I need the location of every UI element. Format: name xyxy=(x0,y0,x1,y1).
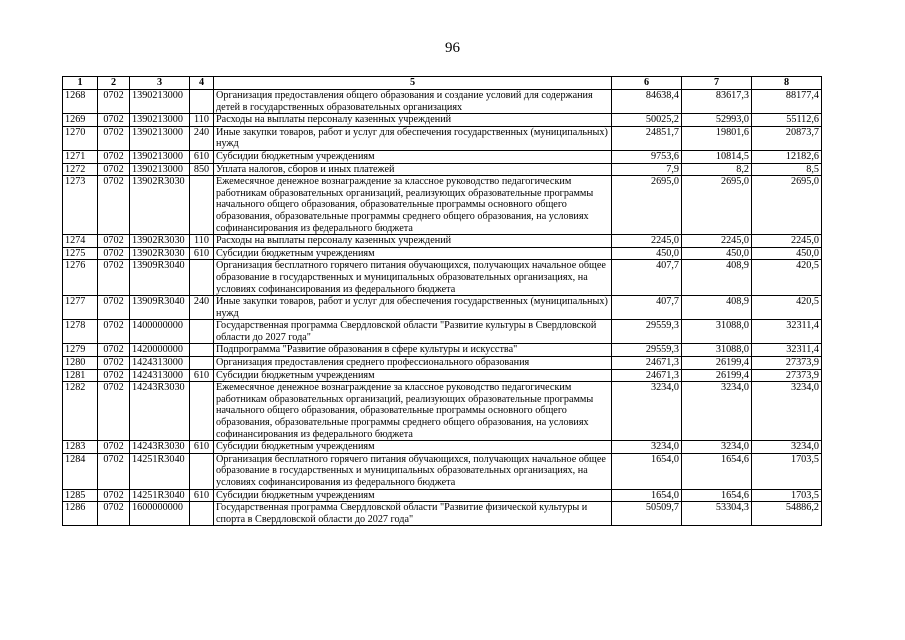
item-name-cell: Ежемесячное денежное вознаграждение за классное руководство педагогическим работникам образовательных организаций, реализующих образовательные программы начального общего образования, образовательные программы основного общего образования, образовательные программы среднего общего образования, на условиях софинансирования из федерального бюджета xyxy=(214,176,612,235)
expense-type-cell: 240 xyxy=(190,296,214,320)
row-number-cell: 1286 xyxy=(63,502,98,526)
expense-type-cell xyxy=(190,453,214,489)
expense-type-cell: 610 xyxy=(190,247,214,260)
amount-col8-cell: 32311,4 xyxy=(752,344,822,357)
amount-col8-cell: 8,5 xyxy=(752,163,822,176)
amount-col7-cell: 83617,3 xyxy=(682,90,752,114)
article-code-cell: 14251R3040 xyxy=(130,453,190,489)
header-cell: 1 xyxy=(63,77,98,90)
section-code-cell: 0702 xyxy=(98,344,130,357)
amount-col7-cell: 52993,0 xyxy=(682,114,752,127)
amount-col6-cell: 450,0 xyxy=(612,247,682,260)
amount-col7-cell: 26199,4 xyxy=(682,369,752,382)
row-number-cell: 1283 xyxy=(63,441,98,454)
amount-col6-cell: 1654,0 xyxy=(612,453,682,489)
table-row xyxy=(63,382,822,441)
table-row xyxy=(63,176,822,235)
expense-type-cell xyxy=(190,502,214,526)
item-name-cell: Иные закупки товаров, работ и услуг для обеспечения государственных (муниципальных) нужд xyxy=(214,126,612,150)
amount-col6-cell: 50025,2 xyxy=(612,114,682,127)
article-code-cell: 1390213000 xyxy=(130,90,190,114)
amount-col7-cell: 31088,0 xyxy=(682,320,752,344)
amount-col7-cell: 3234,0 xyxy=(682,382,752,441)
amount-col7-cell: 2245,0 xyxy=(682,235,752,248)
header-cell: 2 xyxy=(98,77,130,90)
table-row xyxy=(63,235,822,248)
section-code-cell: 0702 xyxy=(98,489,130,502)
item-name-cell: Субсидии бюджетным учреждениям xyxy=(214,150,612,163)
expense-type-cell xyxy=(190,260,214,296)
header-row xyxy=(63,77,822,90)
header-cell: 5 xyxy=(214,77,612,90)
amount-col7-cell: 408,9 xyxy=(682,296,752,320)
header-cell: 4 xyxy=(190,77,214,90)
amount-col6-cell: 407,7 xyxy=(612,296,682,320)
amount-col7-cell: 450,0 xyxy=(682,247,752,260)
row-number-cell: 1272 xyxy=(63,163,98,176)
item-name-cell: Государственная программа Свердловской области "Развитие физической культуры и спорта в Свердловской области до 2027 года" xyxy=(214,502,612,526)
item-name-cell: Иные закупки товаров, работ и услуг для обеспечения государственных (муниципальных) нужд xyxy=(214,296,612,320)
amount-col6-cell: 1654,0 xyxy=(612,489,682,502)
item-name-cell: Субсидии бюджетным учреждениям xyxy=(214,369,612,382)
amount-col8-cell: 55112,6 xyxy=(752,114,822,127)
section-code-cell: 0702 xyxy=(98,453,130,489)
amount-col6-cell: 407,7 xyxy=(612,260,682,296)
row-number-cell: 1284 xyxy=(63,453,98,489)
article-code-cell: 14243R3030 xyxy=(130,382,190,441)
item-name-cell: Расходы на выплаты персоналу казенных учреждений xyxy=(214,235,612,248)
section-code-cell: 0702 xyxy=(98,320,130,344)
item-name-cell: Субсидии бюджетным учреждениям xyxy=(214,441,612,454)
amount-col7-cell: 53304,3 xyxy=(682,502,752,526)
table-row xyxy=(63,163,822,176)
expense-type-cell: 610 xyxy=(190,369,214,382)
section-code-cell: 0702 xyxy=(98,441,130,454)
budget-table xyxy=(62,76,822,526)
item-name-cell: Организация бесплатного горячего питания обучающихся, получающих начальное общее образование в государственных и муниципальных образовательных организациях, на условиях софинансирования из федерального бюджета xyxy=(214,453,612,489)
article-code-cell: 13902R3030 xyxy=(130,247,190,260)
item-name-cell: Организация предоставления общего образования и создание условий для содержания детей в государственных образовательных организациях xyxy=(214,90,612,114)
item-name-cell: Расходы на выплаты персоналу казенных учреждений xyxy=(214,114,612,127)
section-code-cell: 0702 xyxy=(98,260,130,296)
row-number-cell: 1273 xyxy=(63,176,98,235)
section-code-cell: 0702 xyxy=(98,502,130,526)
item-name-cell: Организация предоставления среднего профессионального образования xyxy=(214,357,612,370)
amount-col8-cell: 1703,5 xyxy=(752,453,822,489)
row-number-cell: 1280 xyxy=(63,357,98,370)
expense-type-cell: 240 xyxy=(190,126,214,150)
expense-type-cell: 610 xyxy=(190,489,214,502)
amount-col7-cell: 1654,6 xyxy=(682,453,752,489)
item-name-cell: Ежемесячное денежное вознаграждение за классное руководство педагогическим работникам образовательных организаций, реализующих образовательные программы начального общего образования, образовательные программы основного общего образования, образовательные программы среднего общего образования, на условиях софинансирования из федерального бюджета xyxy=(214,382,612,441)
row-number-cell: 1278 xyxy=(63,320,98,344)
row-number-cell: 1269 xyxy=(63,114,98,127)
section-code-cell: 0702 xyxy=(98,150,130,163)
section-code-cell: 0702 xyxy=(98,369,130,382)
table-row xyxy=(63,453,822,489)
row-number-cell: 1275 xyxy=(63,247,98,260)
article-code-cell: 13902R3030 xyxy=(130,235,190,248)
page-number: 96 xyxy=(445,40,460,56)
article-code-cell: 1390213000 xyxy=(130,163,190,176)
expense-type-cell: 110 xyxy=(190,235,214,248)
header-cell: 7 xyxy=(682,77,752,90)
amount-col8-cell: 88177,4 xyxy=(752,90,822,114)
section-code-cell: 0702 xyxy=(98,296,130,320)
amount-col6-cell: 24671,3 xyxy=(612,369,682,382)
table-row xyxy=(63,320,822,344)
amount-col6-cell: 2245,0 xyxy=(612,235,682,248)
table-row xyxy=(63,296,822,320)
article-code-cell: 13909R3040 xyxy=(130,260,190,296)
section-code-cell: 0702 xyxy=(98,357,130,370)
section-code-cell: 0702 xyxy=(98,90,130,114)
article-code-cell: 13909R3040 xyxy=(130,296,190,320)
expense-type-cell: 850 xyxy=(190,163,214,176)
expense-type-cell xyxy=(190,344,214,357)
amount-col8-cell: 54886,2 xyxy=(752,502,822,526)
amount-col7-cell: 3234,0 xyxy=(682,441,752,454)
table-row xyxy=(63,489,822,502)
table-row xyxy=(63,441,822,454)
amount-col8-cell: 2695,0 xyxy=(752,176,822,235)
amount-col6-cell: 29559,3 xyxy=(612,344,682,357)
amount-col8-cell: 3234,0 xyxy=(752,382,822,441)
header-cell: 8 xyxy=(752,77,822,90)
amount-col6-cell: 50509,7 xyxy=(612,502,682,526)
expense-type-cell xyxy=(190,320,214,344)
amount-col7-cell: 26199,4 xyxy=(682,357,752,370)
row-number-cell: 1281 xyxy=(63,369,98,382)
amount-col6-cell: 29559,3 xyxy=(612,320,682,344)
table-row xyxy=(63,357,822,370)
article-code-cell: 1600000000 xyxy=(130,502,190,526)
amount-col6-cell: 9753,6 xyxy=(612,150,682,163)
table-row xyxy=(63,114,822,127)
amount-col6-cell: 24851,7 xyxy=(612,126,682,150)
table-row xyxy=(63,260,822,296)
row-number-cell: 1270 xyxy=(63,126,98,150)
row-number-cell: 1271 xyxy=(63,150,98,163)
section-code-cell: 0702 xyxy=(98,126,130,150)
amount-col8-cell: 12182,6 xyxy=(752,150,822,163)
expense-type-cell xyxy=(190,382,214,441)
table-row xyxy=(63,502,822,526)
article-code-cell: 1390213000 xyxy=(130,126,190,150)
item-name-cell: Государственная программа Свердловской области "Развитие культуры в Свердловской области до 2027 года" xyxy=(214,320,612,344)
article-code-cell: 1390213000 xyxy=(130,150,190,163)
amount-col6-cell: 2695,0 xyxy=(612,176,682,235)
header-cell: 6 xyxy=(612,77,682,90)
table-row xyxy=(63,344,822,357)
expense-type-cell xyxy=(190,90,214,114)
row-number-cell: 1274 xyxy=(63,235,98,248)
expense-type-cell: 610 xyxy=(190,150,214,163)
amount-col8-cell: 2245,0 xyxy=(752,235,822,248)
item-name-cell: Организация бесплатного горячего питания обучающихся, получающих начальное общее образование в государственных и муниципальных образовательных организациях, на условиях софинансирования из федерального бюджета xyxy=(214,260,612,296)
section-code-cell: 0702 xyxy=(98,247,130,260)
table-body xyxy=(63,90,822,526)
amount-col6-cell: 3234,0 xyxy=(612,382,682,441)
article-code-cell: 14243R3030 xyxy=(130,441,190,454)
row-number-cell: 1285 xyxy=(63,489,98,502)
article-code-cell: 1390213000 xyxy=(130,114,190,127)
header-cell: 3 xyxy=(130,77,190,90)
amount-col8-cell: 450,0 xyxy=(752,247,822,260)
amount-col8-cell: 27373,9 xyxy=(752,369,822,382)
expense-type-cell: 610 xyxy=(190,441,214,454)
section-code-cell: 0702 xyxy=(98,235,130,248)
amount-col8-cell: 27373,9 xyxy=(752,357,822,370)
amount-col6-cell: 24671,3 xyxy=(612,357,682,370)
article-code-cell: 1424313000 xyxy=(130,369,190,382)
table-row xyxy=(63,150,822,163)
row-number-cell: 1277 xyxy=(63,296,98,320)
amount-col8-cell: 20873,7 xyxy=(752,126,822,150)
article-code-cell: 1424313000 xyxy=(130,357,190,370)
row-number-cell: 1276 xyxy=(63,260,98,296)
item-name-cell: Субсидии бюджетным учреждениям xyxy=(214,489,612,502)
amount-col6-cell: 7,9 xyxy=(612,163,682,176)
expense-type-cell xyxy=(190,357,214,370)
amount-col7-cell: 10814,5 xyxy=(682,150,752,163)
table-row xyxy=(63,369,822,382)
article-code-cell: 1420000000 xyxy=(130,344,190,357)
table-row xyxy=(63,90,822,114)
amount-col7-cell: 1654,6 xyxy=(682,489,752,502)
amount-col6-cell: 3234,0 xyxy=(612,441,682,454)
expense-type-cell xyxy=(190,176,214,235)
article-code-cell: 1400000000 xyxy=(130,320,190,344)
table-row xyxy=(63,247,822,260)
amount-col8-cell: 32311,4 xyxy=(752,320,822,344)
section-code-cell: 0702 xyxy=(98,176,130,235)
row-number-cell: 1279 xyxy=(63,344,98,357)
amount-col6-cell: 84638,4 xyxy=(612,90,682,114)
item-name-cell: Уплата налогов, сборов и иных платежей xyxy=(214,163,612,176)
amount-col7-cell: 2695,0 xyxy=(682,176,752,235)
amount-col7-cell: 408,9 xyxy=(682,260,752,296)
expense-type-cell: 110 xyxy=(190,114,214,127)
item-name-cell: Субсидии бюджетным учреждениям xyxy=(214,247,612,260)
section-code-cell: 0702 xyxy=(98,114,130,127)
amount-col8-cell: 1703,5 xyxy=(752,489,822,502)
row-number-cell: 1268 xyxy=(63,90,98,114)
amount-col8-cell: 420,5 xyxy=(752,296,822,320)
amount-col7-cell: 8,2 xyxy=(682,163,752,176)
amount-col7-cell: 19801,6 xyxy=(682,126,752,150)
row-number-cell: 1282 xyxy=(63,382,98,441)
amount-col8-cell: 420,5 xyxy=(752,260,822,296)
section-code-cell: 0702 xyxy=(98,163,130,176)
amount-col7-cell: 31088,0 xyxy=(682,344,752,357)
section-code-cell: 0702 xyxy=(98,382,130,441)
table-row xyxy=(63,126,822,150)
article-code-cell: 13902R3030 xyxy=(130,176,190,235)
article-code-cell: 14251R3040 xyxy=(130,489,190,502)
item-name-cell: Подпрограмма "Развитие образования в сфере культуры и искусства" xyxy=(214,344,612,357)
amount-col8-cell: 3234,0 xyxy=(752,441,822,454)
